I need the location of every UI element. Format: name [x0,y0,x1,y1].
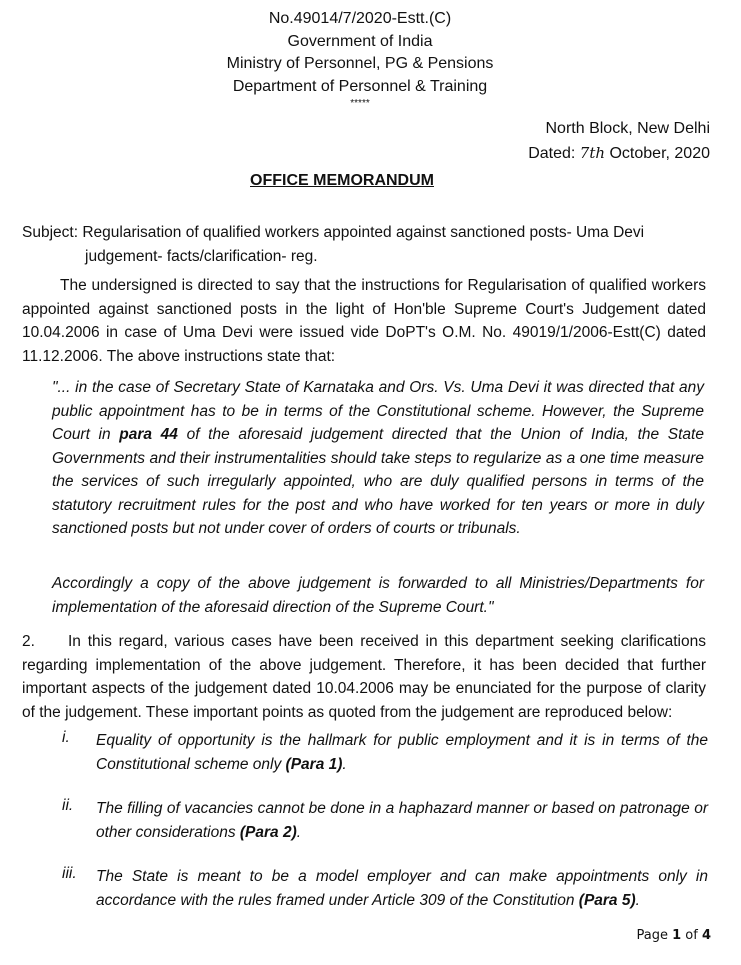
paragraph-1: The undersigned is directed to say that the instructions for Regularisation of qualified workers appointed against sanctioned posts in the light of Hon'ble Supreme Court's Judgement dated 10.04.2006 in case of Uma Devi were issued vide DoPT's O.M. No. 49019/1/2006-Estt(C) dated 11.12.2006. The above instructions state that: [22,277,706,365]
subject-label: Subject: [22,224,79,241]
document-title: OFFICE MEMORANDUM [250,172,434,189]
ministry-name: Ministry of Personnel, PG & Pensions [226,55,494,72]
date-line [470,141,710,166]
list-text: Equality of opportunity is the hallmark for public employment and it is in terms of the Constitutional scheme only [96,732,708,773]
paragraph-number: 2. [22,633,35,650]
page-of: of [685,928,698,943]
place-and-date [470,117,710,166]
list-item [62,797,708,844]
list-end: . [635,891,640,909]
page-total: 4 [701,928,711,943]
quote-1 [52,376,704,541]
list-text: The filling of vacancies cannot be done in a haphazard manner or based on patronage or other considerations [96,800,708,841]
list-numeral: iii. [62,865,77,882]
quote-2: Accordingly a copy of the above judgement is forwarded to all Ministries/Departments for implementation of the aforesaid direction of the Supreme Court." [52,575,704,616]
department-name: Department of Personnel & Training [232,77,488,95]
subject [22,221,712,268]
government-name: Government of India [287,32,433,50]
paragraph-2-text: In this regard, various cases have been received in this department seeking clarifications regarding implementation of the above judgement. Therefore, it has been decided that further important aspects of the judgement dated 10.04.2006 may be enunciated for the purpose of clarity of the judgement. These important points as quoted from the judgement are reproduced below: [22,633,706,721]
list-numeral: ii. [62,797,74,814]
quote-1-bold: para 44 [119,426,178,443]
dated-label: Dated: [528,145,576,162]
quote-1-text: "... in the case of Secretary State of Karnataka and Ors. Vs. Uma Devi it was directed that any public appointment has to be in terms of the Constitutional scheme. However, the Supreme Court in [52,379,704,443]
para-ref: (Para 2) [239,823,297,841]
list-item [62,865,708,912]
list-numeral: i. [62,729,70,746]
list-text: The State is meant to be a model employer and can make appointments only in accordance with the rules framed under Article 309 of the Constitution [96,868,708,909]
subject-line-1: Regularisation of qualified workers appointed against sanctioned posts- Uma Devi [82,224,645,241]
paragraph-2 [22,630,706,724]
page-number [636,928,711,943]
place: North Block, New Delhi [545,120,710,137]
page-current: 1 [672,928,682,943]
dated-month-year: October, 2020 [609,145,710,162]
handwritten-day: 7th [579,144,606,162]
file-number: No.49014/7/2020-Estt.(C) [268,10,452,27]
list-end: . [342,755,347,773]
subject-line-2: judgement- facts/clarification- reg. [85,247,318,265]
para-ref: (Para 1) [285,755,343,773]
list-item [62,729,708,776]
page-label: Page [636,928,668,943]
para-ref: (Para 5) [578,891,636,909]
separator: ***** [350,98,370,109]
document-header [190,8,530,110]
list-end: . [296,823,302,841]
quote-1-text-end: of the aforesaid judgement directed that the Union of India, the State Governments and their instrumentalities should take steps to regularize as a one time measure the services of such irregularly appointed, who are duly qualified persons in terms of the statutory recruitment rules for the post and who have worked for ten years or more in duly sanctioned posts but not under cover of orders of courts or tribunals. [52,426,704,537]
